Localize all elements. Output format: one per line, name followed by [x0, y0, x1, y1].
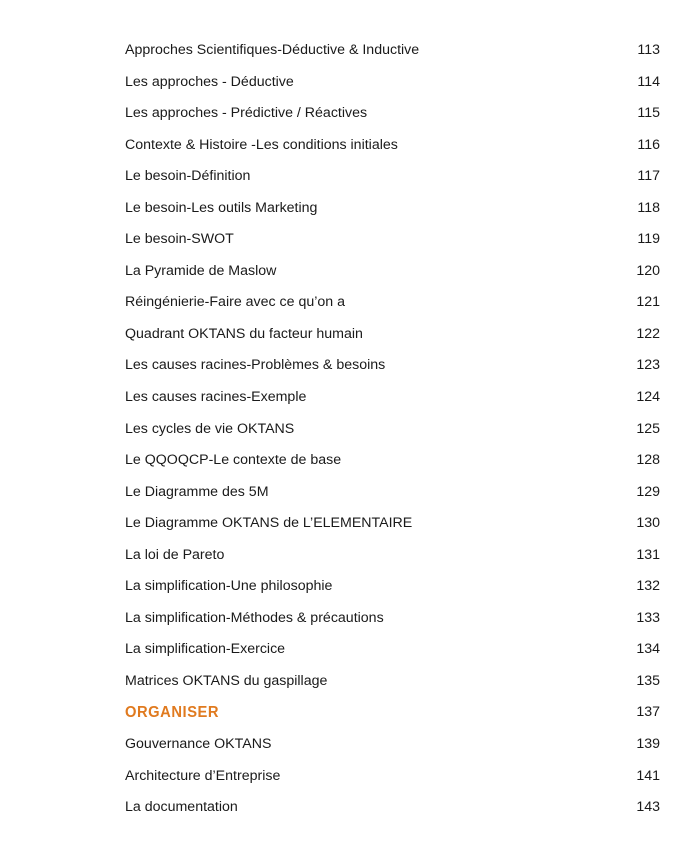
toc-entry-page: 118 — [637, 199, 660, 216]
toc-entry-title: La documentation — [125, 799, 238, 816]
toc-entry-page: 115 — [637, 105, 660, 122]
toc-entry[interactable] — [0, 508, 680, 540]
toc-entry-page: 128 — [636, 452, 660, 469]
toc-entry-title: Les causes racines-Exemple — [125, 389, 307, 406]
toc-entry-page: 122 — [636, 325, 660, 342]
toc-entry[interactable] — [0, 35, 680, 67]
toc-entry-title: Le besoin-Définition — [125, 168, 251, 185]
toc-entry-title: Matrices OKTANS du gaspillage — [125, 672, 328, 689]
toc-entry-title: Les approches - Prédictive / Réactives — [125, 105, 368, 122]
toc-entry[interactable] — [0, 161, 680, 193]
toc-entry-page: 133 — [636, 609, 660, 626]
toc-entry-title: Le besoin-SWOT — [125, 231, 234, 248]
toc-entry[interactable] — [0, 792, 680, 824]
toc-entry-title: Le Diagramme des 5M — [125, 483, 269, 500]
table-of-contents — [0, 35, 680, 824]
toc-entry-title: La simplification-Une philosophie — [125, 578, 333, 595]
toc-entry-title: Le QQOQCP-Le contexte de base — [125, 452, 342, 469]
toc-entry[interactable] — [0, 729, 680, 761]
toc-entry[interactable] — [0, 256, 680, 288]
toc-entry-title: Gouvernance OKTANS — [125, 736, 272, 753]
toc-entry-title: La simplification-Méthodes & précautions — [125, 609, 384, 626]
toc-entry[interactable] — [0, 130, 680, 162]
toc-entry-page: 113 — [637, 42, 660, 58]
toc-entry[interactable] — [0, 666, 680, 698]
toc-entry-title: Approches Scientifiques-Déductive & Inductive — [125, 42, 420, 58]
toc-entry[interactable] — [0, 382, 680, 414]
toc-entry-title: La loi de Pareto — [125, 546, 225, 563]
toc-entry-title: Les causes racines-Problèmes & besoins — [125, 357, 386, 374]
toc-entry-title: Contexte & Histoire -Les conditions initiales — [125, 136, 398, 153]
toc-entry-page: 121 — [636, 294, 660, 311]
toc-entry-page: 143 — [636, 799, 660, 816]
toc-entry[interactable] — [0, 540, 680, 572]
toc-entry[interactable] — [0, 350, 680, 382]
toc-entry[interactable] — [0, 634, 680, 666]
toc-entry-title: Les cycles de vie OKTANS — [125, 420, 295, 437]
toc-entry[interactable] — [0, 319, 680, 351]
toc-entry-title: Le Diagramme OKTANS de L’ELEMENTAIRE — [125, 515, 413, 532]
toc-entry[interactable] — [0, 67, 680, 99]
toc-entry[interactable] — [0, 477, 680, 509]
toc-entry-page: 141 — [636, 767, 660, 784]
toc-entry-page: 117 — [637, 168, 660, 185]
toc-entry[interactable] — [0, 98, 680, 130]
toc-entry[interactable] — [0, 414, 680, 446]
toc-entry-page: 120 — [636, 262, 660, 279]
toc-entry-page: 124 — [636, 389, 660, 406]
toc-entry-title: La Pyramide de Maslow — [125, 262, 277, 279]
toc-entry-page: 132 — [636, 578, 660, 595]
toc-entry-page: 123 — [636, 357, 660, 374]
toc-entry-page: 134 — [636, 641, 660, 658]
toc-entry-title: Les approches - Déductive — [125, 73, 294, 90]
toc-entry[interactable] — [0, 193, 680, 225]
toc-entry[interactable] — [0, 287, 680, 319]
toc-entry-title: Quadrant OKTANS du facteur humain — [125, 325, 363, 342]
toc-section-title: ORGANISER — [125, 704, 220, 722]
toc-entry-title: Le besoin-Les outils Marketing — [125, 199, 318, 216]
toc-entry-page: 125 — [636, 420, 660, 437]
toc-entry-page: 131 — [636, 546, 660, 563]
toc-section-page: 137 — [636, 704, 660, 721]
toc-section-heading[interactable] — [0, 697, 680, 729]
toc-entry-title: La simplification-Exercice — [125, 641, 286, 658]
toc-entry[interactable] — [0, 445, 680, 477]
toc-entry-page: 130 — [636, 515, 660, 532]
toc-entry[interactable] — [0, 603, 680, 635]
toc-entry-title: Réingénierie-Faire avec ce qu’on a — [125, 294, 346, 311]
toc-entry[interactable] — [0, 571, 680, 603]
toc-entry[interactable] — [0, 761, 680, 793]
toc-entry-page: 119 — [637, 231, 660, 248]
toc-entry-page: 139 — [636, 736, 660, 753]
toc-entry[interactable] — [0, 224, 680, 256]
toc-entry-page: 129 — [636, 483, 660, 500]
toc-entry-page: 135 — [636, 672, 660, 689]
toc-entry-page: 114 — [637, 73, 660, 90]
toc-entry-title: Architecture d’Entreprise — [125, 767, 281, 784]
toc-entry-page: 116 — [637, 136, 660, 153]
